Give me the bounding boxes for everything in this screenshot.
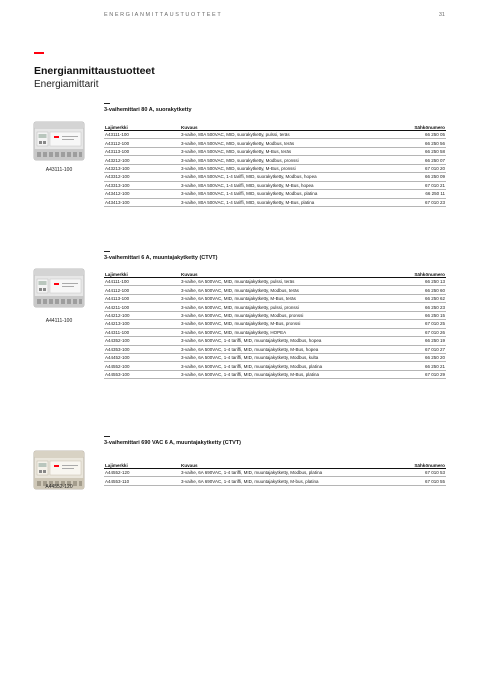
product-image-label: A44552-120 (45, 484, 73, 490)
column-header-type: Lajimerkki (104, 123, 180, 131)
cell-description: 3-vaihe, 6A 500VAC, MID, muuntajakytketty, M-Bus, pronssi (180, 320, 396, 328)
column-header-number: Sähkönumero (396, 461, 446, 469)
cell-electrical-number: 66 250 15 (396, 311, 446, 319)
cell-description: 3-vaihe, 80A 500VAC, 1-4 tariffi, MID, suorakytketty, Modbus, platina (180, 190, 396, 198)
cell-description: 3-vaihe, 6A 500VAC, MID, muuntajakytketty, HOPEA (180, 328, 396, 336)
table-row (104, 469, 446, 477)
table-row (104, 164, 446, 172)
cell-description: 3-vaihe, 6A 500VAC, MID, muuntajakytketty, Modbus, teräs (180, 286, 396, 294)
cell-description: 3-vaihe, 6A 500VAC, MID, muuntajakytketty, Modbus, pronssi (180, 311, 396, 319)
table-row (104, 328, 446, 336)
table-header-row (104, 461, 446, 469)
table-row (104, 139, 446, 147)
cell-electrical-number: 66 250 23 (396, 303, 446, 311)
cell-type-code: A44211-100 (104, 303, 180, 311)
column-header-description: Kuvaus (180, 270, 396, 278)
cell-type-code: A43313-100 (104, 181, 180, 189)
cell-type-code: A44311-100 (104, 328, 180, 336)
table-row (104, 320, 446, 328)
cell-description: 3-vaihe, 80A 500VAC, 1-4 tariffi, MID, suorakytketty, M-Bus, platina (180, 198, 396, 206)
cell-electrical-number: 66 250 09 (396, 173, 446, 181)
running-header: ENERGIANMITTAUSTUOTTEET (104, 12, 223, 18)
cell-description: 3-vaihe, 80A 500VAC, MID, suorakytketty, M-Bus, pronssi (180, 164, 396, 172)
cell-electrical-number: 66 250 20 (396, 353, 446, 361)
cell-description: 3-vaihe, 80A 500VAC, MID, suorakytketty, Modbus, pronssi (180, 156, 396, 164)
table-row (104, 337, 446, 345)
cell-type-code: A43213-100 (104, 164, 180, 172)
cell-description: 3-vaihe, 6A 500VAC, 1-4 tariffi, MID, muuntajakytketty, Modbus, platina (180, 362, 396, 370)
cell-electrical-number: 66 250 13 (396, 278, 446, 286)
column-header-description: Kuvaus (180, 123, 396, 131)
cell-type-code: A44553-110 (104, 477, 180, 485)
page-subtitle: Energiamittarit (34, 79, 99, 90)
section-title: 3-vaihemittari 690 VAC 6 A, muuntajakytketty (CTVT) (104, 440, 241, 446)
cell-description: 3-vaihe, 6A 500VAC, 1-4 tariffi, MID, muuntajakytketty, M-Bus, hopea (180, 345, 396, 353)
table-row (104, 370, 446, 378)
accent-dash (34, 52, 44, 54)
cell-type-code: A44452-100 (104, 353, 180, 361)
cell-description: 3-vaihe, 6A 690VAC, 1-4 tariffi, MID, muuntajakytketty, Modbus, platina (180, 469, 396, 477)
table-row (104, 345, 446, 353)
column-header-type: Lajimerkki (104, 461, 180, 469)
cell-description: 3-vaihe, 6A 500VAC, MID, muuntajakytketty, pulssi, teräs (180, 278, 396, 286)
cell-type-code: A43112-100 (104, 139, 180, 147)
cell-electrical-number: 66 250 56 (396, 139, 446, 147)
column-header-description: Kuvaus (180, 461, 396, 469)
page-number: 31 (438, 12, 445, 18)
cell-type-code: A44212-100 (104, 311, 180, 319)
table-row (104, 353, 446, 361)
product-table (104, 461, 446, 486)
cell-type-code: A44552-100 (104, 362, 180, 370)
cell-electrical-number: 67 010 55 (396, 477, 446, 485)
cell-description: 3-vaihe, 6A 690VAC, 1-4 tariffi, MID, muuntajakytketty, M-bus, platina (180, 477, 396, 485)
table-row (104, 147, 446, 155)
table-row (104, 131, 446, 139)
section-dash (104, 103, 110, 104)
table-row (104, 181, 446, 189)
cell-description: 3-vaihe, 6A 500VAC, 1-4 tariffi, MID, muuntajakytketty, M-Bus, platina (180, 370, 396, 378)
table-row (104, 286, 446, 294)
product-image-label: A44111-100 (45, 318, 73, 324)
section-dash (104, 251, 110, 252)
cell-electrical-number: 67 010 27 (396, 345, 446, 353)
table-row (104, 303, 446, 311)
cell-type-code: A44553-100 (104, 370, 180, 378)
cell-type-code: A43113-100 (104, 147, 180, 155)
cell-electrical-number: 67 010 20 (396, 164, 446, 172)
column-header-number: Sähkönumero (396, 123, 446, 131)
cell-description: 3-vaihe, 80A 500VAC, 1-4 tariffi, MID, suorakytketty, M-Bus, hopea (180, 181, 396, 189)
cell-electrical-number: 66 250 58 (396, 147, 446, 155)
cell-type-code: A44213-100 (104, 320, 180, 328)
cell-description: 3-vaihe, 80A 500VAC, MID, suorakytketty, pulssi, teräs (180, 131, 396, 139)
cell-description: 3-vaihe, 80A 500VAC, MID, suorakytketty, Modbus, teräs (180, 139, 396, 147)
cell-type-code: A43111-100 (104, 131, 180, 139)
cell-type-code: A43312-100 (104, 173, 180, 181)
cell-electrical-number: 66 250 19 (396, 337, 446, 345)
table-row (104, 278, 446, 286)
table-row (104, 362, 446, 370)
table-row (104, 198, 446, 206)
cell-electrical-number: 67 010 21 (396, 181, 446, 189)
product-table (104, 270, 446, 379)
table-row (104, 311, 446, 319)
cell-type-code: A44353-100 (104, 345, 180, 353)
table-row (104, 173, 446, 181)
cell-electrical-number: 67 010 23 (396, 198, 446, 206)
cell-type-code: A44113-100 (104, 294, 180, 302)
column-header-number: Sähkönumero (396, 270, 446, 278)
cell-type-code: A43413-100 (104, 198, 180, 206)
cell-description: 3-vaihe, 6A 500VAC, 1-4 tariffi, MID, muuntajakytketty, Modbus, kulta (180, 353, 396, 361)
cell-electrical-number: 66 250 05 (396, 131, 446, 139)
cell-electrical-number: 66 250 60 (396, 286, 446, 294)
cell-electrical-number: 67 010 53 (396, 469, 446, 477)
cell-type-code: A44112-100 (104, 286, 180, 294)
section-title: 3-vaihemittari 6 A, muuntajakytketty (CTVT) (104, 255, 218, 261)
cell-electrical-number: 66 250 07 (396, 156, 446, 164)
cell-description: 3-vaihe, 6A 500VAC, MID, muuntajakytketty, M-Bus, teräs (180, 294, 396, 302)
cell-electrical-number: 67 010 26 (396, 328, 446, 336)
cell-electrical-number: 67 010 29 (396, 370, 446, 378)
cell-description: 3-vaihe, 80A 500VAC, MID, suorakytketty, M-Bus, teräs (180, 147, 396, 155)
cell-type-code: A43412-100 (104, 190, 180, 198)
cell-description: 3-vaihe, 6A 500VAC, MID, muuntajakytketty, pulssi, pronssi (180, 303, 396, 311)
cell-type-code: A43212-100 (104, 156, 180, 164)
table-row (104, 294, 446, 302)
cell-description: 3-vaihe, 80A 500VAC, 1-4 tariffi, MID, suorakytketty, Modbus, hopea (180, 173, 396, 181)
cell-type-code: A44352-100 (104, 337, 180, 345)
product-table (104, 123, 446, 207)
energy-meter-image (33, 268, 85, 308)
cell-electrical-number: 66 250 21 (396, 362, 446, 370)
cell-electrical-number: 66 250 11 (396, 190, 446, 198)
table-header-row (104, 123, 446, 131)
section-title: 3-vaihemittari 80 A, suorakytketty (104, 107, 192, 113)
table-header-row (104, 270, 446, 278)
table-row (104, 190, 446, 198)
cell-electrical-number: 67 010 25 (396, 320, 446, 328)
cell-type-code: A44552-120 (104, 469, 180, 477)
product-image-label: A43111-100 (45, 167, 73, 173)
page-title: Energianmittaustuotteet (34, 65, 155, 77)
energy-meter-image (33, 121, 85, 161)
section-dash (104, 436, 110, 437)
cell-electrical-number: 66 250 62 (396, 294, 446, 302)
cell-description: 3-vaihe, 6A 500VAC, 1-4 tariffi, MID, muuntajakytketty, Modbus, hopea (180, 337, 396, 345)
table-row (104, 156, 446, 164)
column-header-type: Lajimerkki (104, 270, 180, 278)
cell-type-code: A44111-100 (104, 278, 180, 286)
table-row (104, 477, 446, 485)
